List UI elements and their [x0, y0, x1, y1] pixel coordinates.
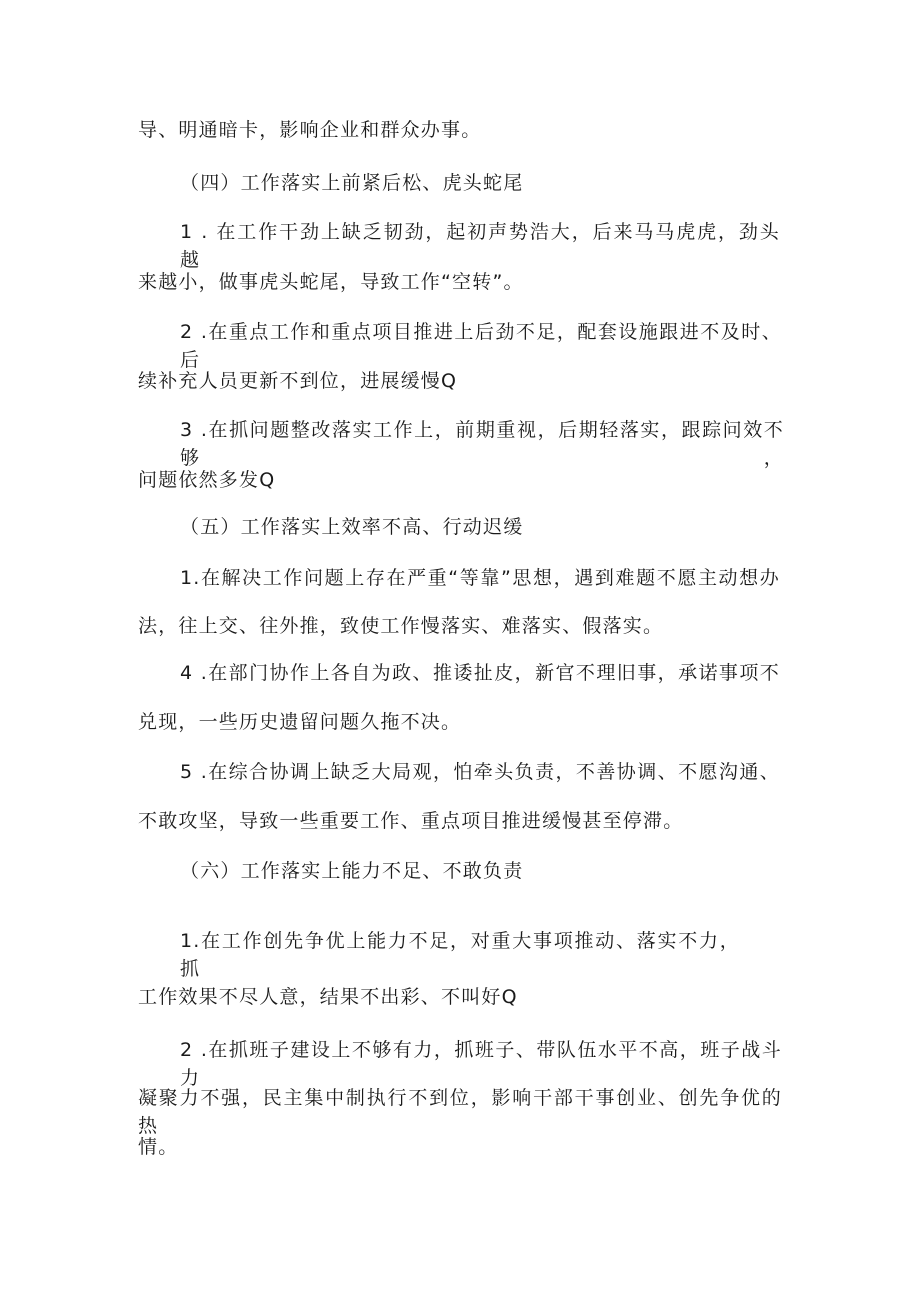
section-heading: （四）工作落实上前紧后松、虎头蛇尾 — [180, 172, 524, 194]
paragraph-line: 兑现，一些历史遗留问题久拖不决。 — [138, 711, 462, 733]
paragraph-line: 4 .在部门协作上各自为政、推诿扯皮，新官不理旧事，承诺事项不 — [180, 662, 780, 684]
paragraph-line: 续补充人员更新不到位，进展缓慢Q — [138, 370, 458, 392]
paragraph-line: 问题依然多发Q — [138, 469, 276, 491]
paragraph-line: 导、明通暗卡，影响企业和群众办事。 — [138, 119, 482, 141]
paragraph-line: 来越小，做事虎头蛇尾，导致工作“空转”。 — [138, 271, 524, 293]
paragraph-line: 凝聚力不强，民主集中制执行不到位，影响干部干事创业、创先争优的热 — [138, 1087, 782, 1137]
paragraph-line: 工作效果不尽人意，结果不出彩、不叫好Q — [138, 986, 518, 1008]
section-heading: （五）工作落实上效率不高、行动迟缓 — [180, 516, 524, 538]
paragraph-line: 1.在工作创先争优上能力不足，对重大事项推动、落实不力，抓 — [180, 930, 740, 980]
section-heading: （六）工作落实上能力不足、不敢负责 — [180, 860, 524, 882]
paragraph-line: 5 .在综合协调上缺乏大局观，怕牵头负责，不善协调、不愿沟通、 — [180, 761, 780, 783]
paragraph-line: 3 .在抓问题整改落实工作上，前期重视，后期轻落实，跟踪问效不够， — [180, 419, 784, 469]
paragraph-line: 2 .在抓班子建设上不够有力，抓班子、带队伍水平不高，班子战斗力 — [180, 1039, 782, 1089]
paragraph-line: 2 .在重点工作和重点项目推进上后劲不足，配套设施跟进不及时、后 — [180, 321, 782, 371]
paragraph-line: 情。 — [138, 1136, 179, 1158]
paragraph-line: 不敢攻坚，导致一些重要工作、重点项目推进缓慢甚至停滞。 — [138, 810, 684, 832]
paragraph-line: 1.在解决工作问题上存在严重“等靠”思想，遇到难题不愿主动想办 — [180, 567, 780, 589]
paragraph-line: 法，往上交、往外推，致使工作慢落实、难落实、假落实。 — [138, 615, 664, 637]
paragraph-line: 1 . 在工作干劲上缺乏韧劲，起初声势浩大，后来马马虎虎，劲头越 — [180, 221, 780, 271]
